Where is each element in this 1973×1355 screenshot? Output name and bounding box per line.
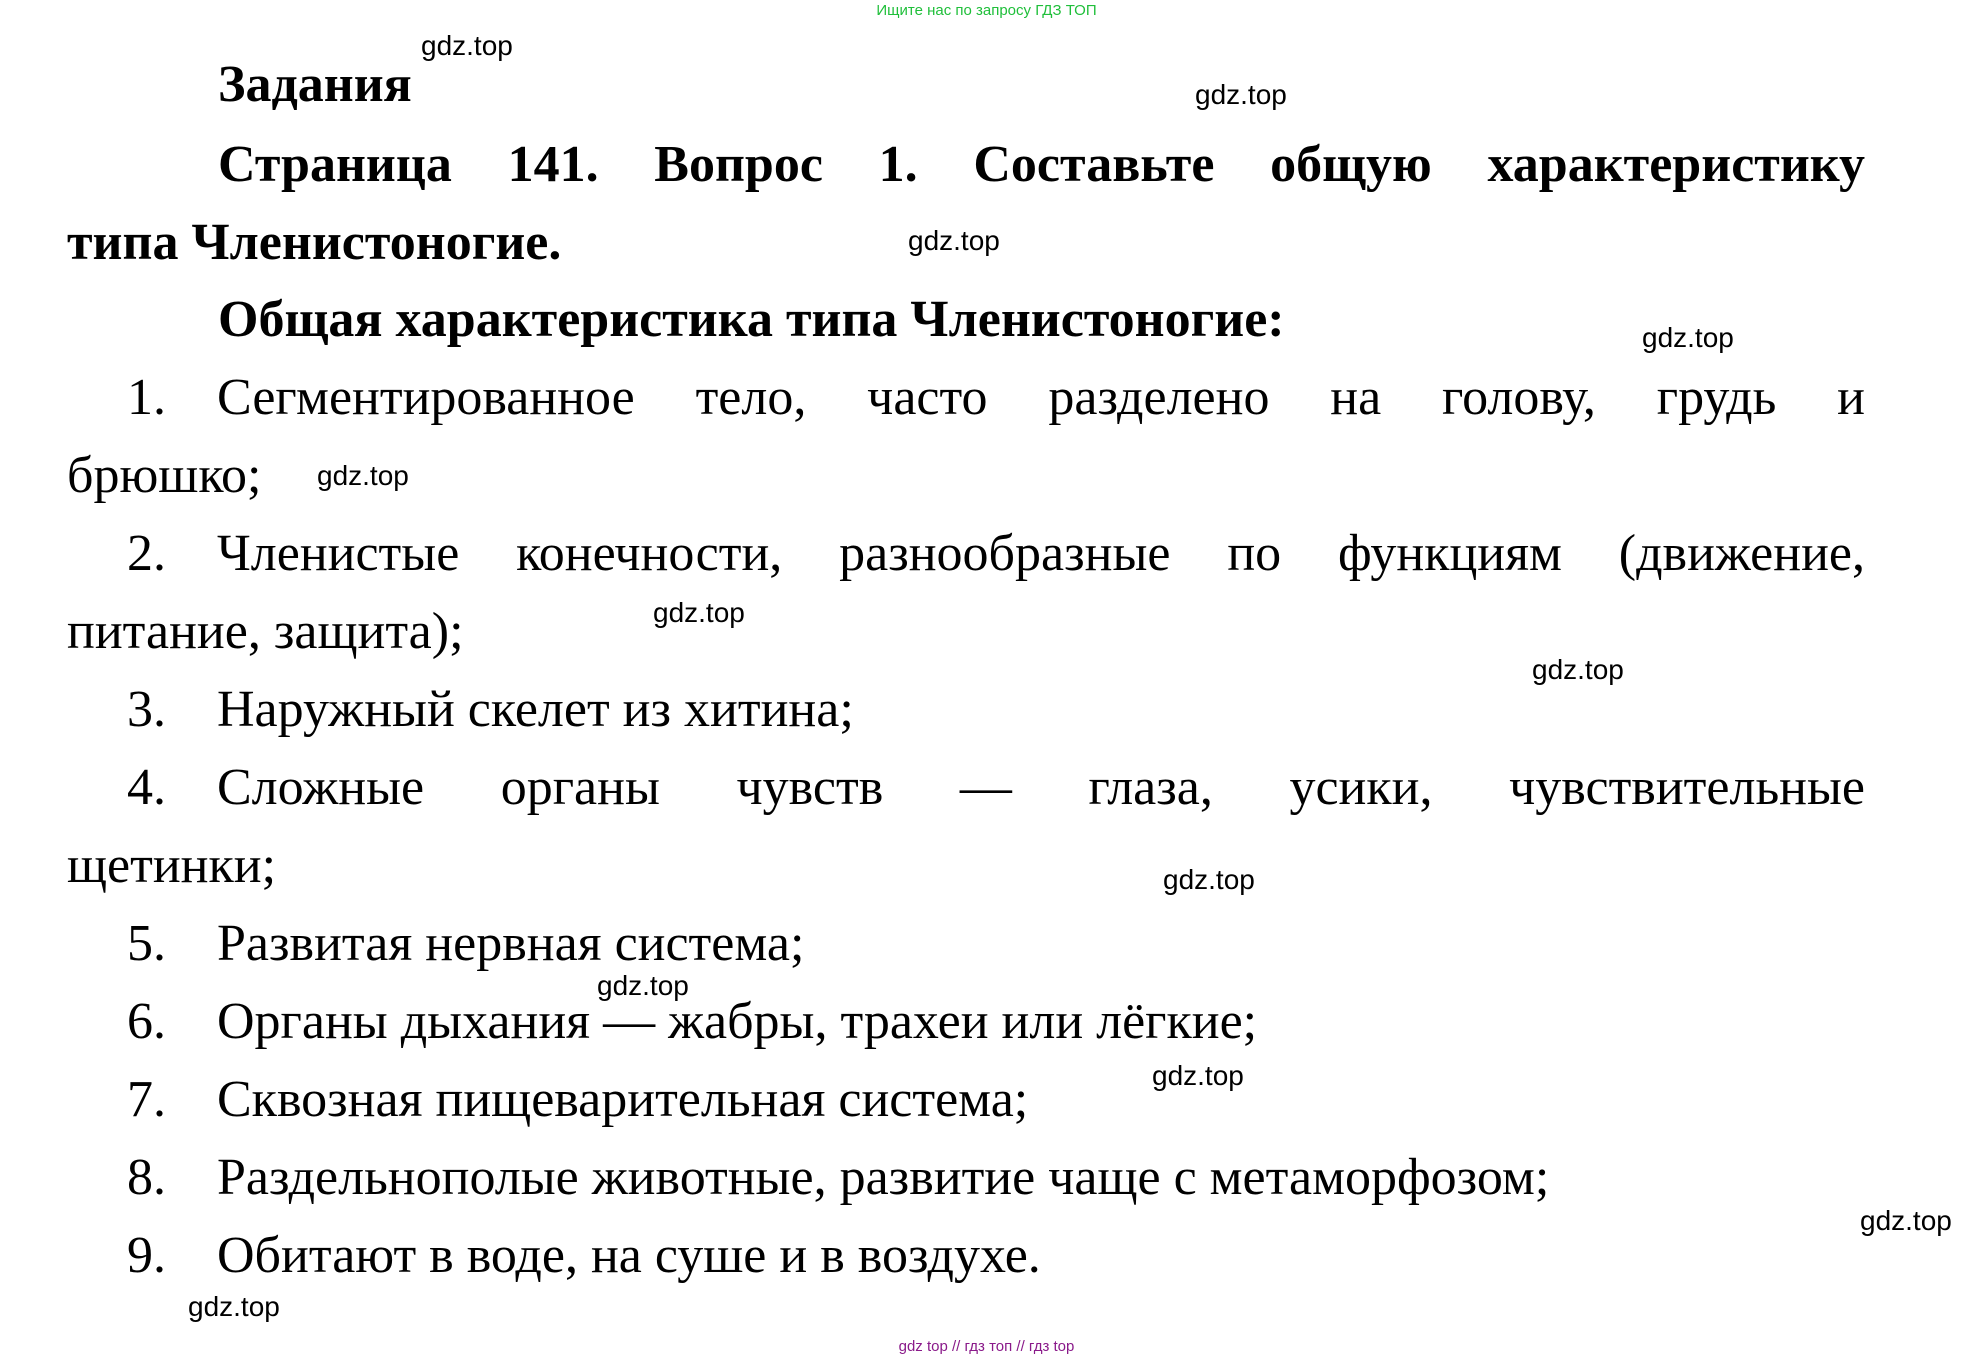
list-item-number: 1. — [127, 369, 166, 426]
section-heading: Задания — [218, 56, 412, 113]
watermark: gdz.top — [1532, 654, 1624, 685]
list-item-number: 9. — [127, 1227, 166, 1284]
watermark: gdz.top — [317, 460, 409, 491]
list-item-text: Раздельнополые животные, развитие чаще с метаморфозом; — [217, 1149, 1550, 1206]
watermark: gdz.top — [597, 970, 689, 1001]
list-item-text: Сквозная пищеварительная система; — [217, 1071, 1029, 1128]
list-item-number: 8. — [127, 1149, 166, 1206]
watermark: gdz.top — [1195, 79, 1287, 110]
list-item-text: Органы дыхания — жабры, трахеи или лёгкие; — [217, 993, 1258, 1050]
top-banner: Ищите нас по запросу ГДЗ ТОП — [876, 2, 1097, 19]
watermark: gdz.top — [1163, 864, 1255, 895]
list-item-text: Членистые конечности, разнообразные по функциям (движение, — [217, 525, 1865, 582]
footer: gdz top // гдз топ // гдз top — [898, 1338, 1075, 1355]
list-item-continuation: брюшко; — [67, 447, 262, 504]
list-item-number: 2. — [127, 525, 166, 582]
list-item-continuation: питание, защита); — [67, 603, 464, 660]
list-item-text: Обитают в воде, на суше и в воздухе. — [217, 1227, 1041, 1284]
list-item-number: 7. — [127, 1071, 166, 1128]
characteristics-subheading: Общая характеристика типа Членистоногие: — [218, 291, 1285, 348]
watermark: gdz.top — [1152, 1060, 1244, 1091]
watermark: gdz.top — [1642, 322, 1734, 353]
list-item-text: Наружный скелет из хитина; — [217, 681, 854, 738]
question-line-2: типа Членистоногие. — [67, 214, 562, 271]
watermark: gdz.top — [188, 1291, 280, 1322]
question-line-1: Страница 141. Вопрос 1. Составьте общую характеристику — [218, 136, 1865, 193]
watermark: gdz.top — [1860, 1205, 1952, 1236]
list-item-text: Сегментированное тело, часто разделено на голову, грудь и — [217, 369, 1865, 426]
list-item-continuation: щетинки; — [67, 837, 277, 894]
list-item-number: 4. — [127, 759, 166, 816]
list-item-number: 3. — [127, 681, 166, 738]
list-item-text: Сложные органы чувств — глаза, усики, чувствительные — [217, 759, 1865, 816]
watermark: gdz.top — [908, 225, 1000, 256]
watermark: gdz.top — [653, 597, 745, 628]
watermark: gdz.top — [421, 30, 513, 61]
list-item-number: 6. — [127, 993, 166, 1050]
list-item-text: Развитая нервная система; — [217, 915, 805, 972]
list-item-number: 5. — [127, 915, 166, 972]
